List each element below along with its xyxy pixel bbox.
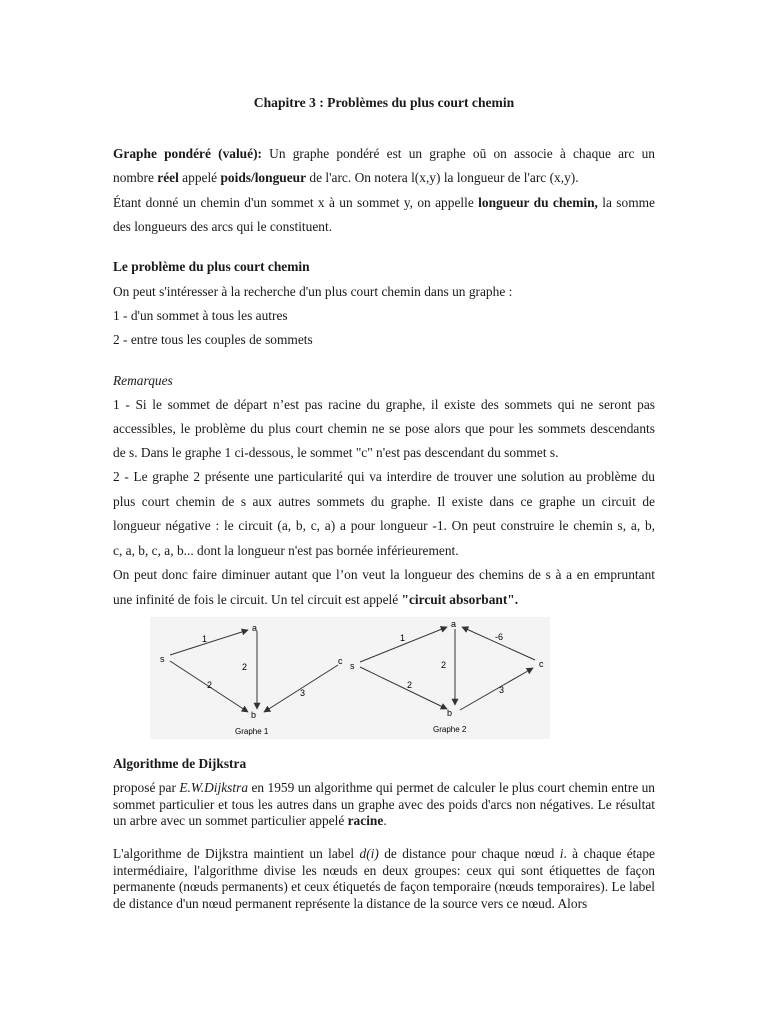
bold-term-poids: poids/longueur bbox=[220, 170, 307, 185]
definition-line-4: des longueurs des arcs qui le constituent. bbox=[113, 219, 333, 234]
remarque-line-9 bbox=[113, 592, 655, 608]
weight-s-a: 1 bbox=[400, 633, 406, 643]
text-span: appelé bbox=[178, 170, 221, 185]
graph-1-caption: Graphe 1 bbox=[235, 727, 269, 736]
text-span: . à chaque étape intermédiaire, l'algorithme divise les nœuds en deux groupes: ceux qui sont étiquettes de façon permanente (nœuds permanents) et ceux étiquetés de façon temporaire (nœuds temporaires). Le label de distance d'un nœud permanent représente la distance de la source vers ce nœud. Alors bbox=[113, 846, 655, 911]
weight-c-b: 3 bbox=[300, 688, 306, 698]
node-s: s bbox=[160, 654, 165, 664]
node-a: a bbox=[451, 619, 457, 629]
probleme-intro: On peut s'intéresser à la recherche d'un plus court chemin dans un graphe : bbox=[113, 284, 513, 299]
probleme-item-2: 2 - entre tous les couples de sommets bbox=[113, 332, 313, 347]
definition-line-2 bbox=[113, 170, 655, 186]
definition-text: Un graphe pondéré est un graphe oū on associe à chaque arc un bbox=[262, 146, 655, 161]
text-span: une infinité de fois le circuit. Un tel circuit est appelé bbox=[113, 592, 402, 607]
weight-s-b: 2 bbox=[207, 680, 213, 690]
section-heading-probleme: Le problème du plus court chemin bbox=[113, 259, 310, 274]
text-span: nombre bbox=[113, 170, 158, 185]
graph-2-caption: Graphe 2 bbox=[433, 725, 467, 734]
text-span: L'algorithme de Dijkstra maintient un label bbox=[113, 846, 360, 861]
node-b: b bbox=[447, 708, 453, 718]
bold-term-circuit-absorbant: "circuit absorbant". bbox=[401, 592, 519, 607]
remarque-line-1: 1 - Si le sommet de départ n’est pas racine du graphe, il existe des sommets qui ne seront pas bbox=[113, 397, 655, 412]
figure-background bbox=[150, 617, 550, 739]
node-b: b bbox=[251, 710, 257, 720]
graph-figures bbox=[150, 617, 550, 739]
remarque-line-3: de s. Dans le graphe 1 ci-dessous, le sommet "c" n'est pas descendant du sommet s. bbox=[113, 445, 559, 460]
text-span: Étant donné un chemin d'un sommet x à un sommet y, on appelle bbox=[113, 195, 479, 210]
definition-line-1 bbox=[113, 146, 655, 162]
remarque-line-7: c, a, b, c, a, b... dont la longueur n'est pas bornée inférieurement. bbox=[113, 543, 459, 558]
weight-a-b: 2 bbox=[441, 660, 447, 670]
section-heading-remarques: Remarques bbox=[113, 373, 173, 388]
node-s: s bbox=[350, 661, 355, 671]
dijkstra-paragraph-2 bbox=[113, 846, 655, 912]
remarque-line-4: 2 - Le graphe 2 présente une particularité qui va interdire de trouver une solution au problème du bbox=[113, 469, 655, 484]
node-c: c bbox=[539, 659, 544, 669]
section-heading-dijkstra: Algorithme de Dijkstra bbox=[113, 756, 247, 771]
remarque-line-2: accessibles, le problème du plus court chemin ne se pose alors que pour les sommets descendants bbox=[113, 421, 655, 436]
text-span: de l'arc. On notera l(x,y) la longueur de l'arc (x,y). bbox=[306, 170, 579, 185]
probleme-item-1: 1 - d'un sommet à tous les autres bbox=[113, 308, 288, 323]
page-title: Chapitre 3 : Problèmes du plus court chemin bbox=[253, 95, 515, 110]
bold-term-reel: réel bbox=[157, 170, 179, 185]
text-span: en 1959 un algorithme qui permet de calculer le plus court chemin entre un sommet particulier et tous les autres dans un graphe avec des poids d'arcs non négatives. Le résultat un arbre avec un sommet particulier appelé bbox=[113, 780, 655, 829]
bold-term-longueur: longueur du chemin, bbox=[478, 195, 598, 210]
node-a: a bbox=[252, 623, 258, 633]
dijkstra-paragraph-1 bbox=[113, 780, 655, 830]
weight-c-a: -6 bbox=[495, 632, 504, 642]
definition-term: Graphe pondéré (valué): bbox=[113, 146, 262, 161]
weight-s-b: 2 bbox=[407, 680, 413, 690]
node-symbol: i bbox=[559, 846, 564, 861]
node-c: c bbox=[338, 656, 343, 666]
remarque-line-6: longueur négative : le circuit (a, b, c, a) a pour longueur -1. On peut construire le chemin s, a, b, bbox=[113, 518, 655, 533]
label-symbol: d(i) bbox=[359, 846, 379, 861]
remarque-line-8: On peut donc faire diminuer autant que l’on veut la longueur des chemins de s à a en empruntant bbox=[113, 567, 655, 582]
weight-a-b: 2 bbox=[242, 662, 248, 672]
weight-b-c: 3 bbox=[499, 685, 505, 695]
author-name: E.W.Dijkstra bbox=[179, 780, 249, 795]
weight-s-a: 1 bbox=[202, 634, 208, 644]
bold-term-racine: racine bbox=[347, 813, 384, 829]
text-span: la somme bbox=[597, 195, 655, 210]
text-span: de distance pour chaque nœud bbox=[378, 846, 560, 861]
definition-line-3 bbox=[113, 195, 655, 211]
remarque-line-5: plus court chemin de s aux autres sommets du graphe. Il existe dans ce graphe un circuit de bbox=[113, 494, 655, 509]
text-span: proposé par bbox=[113, 780, 180, 795]
text-span: . bbox=[383, 813, 387, 829]
